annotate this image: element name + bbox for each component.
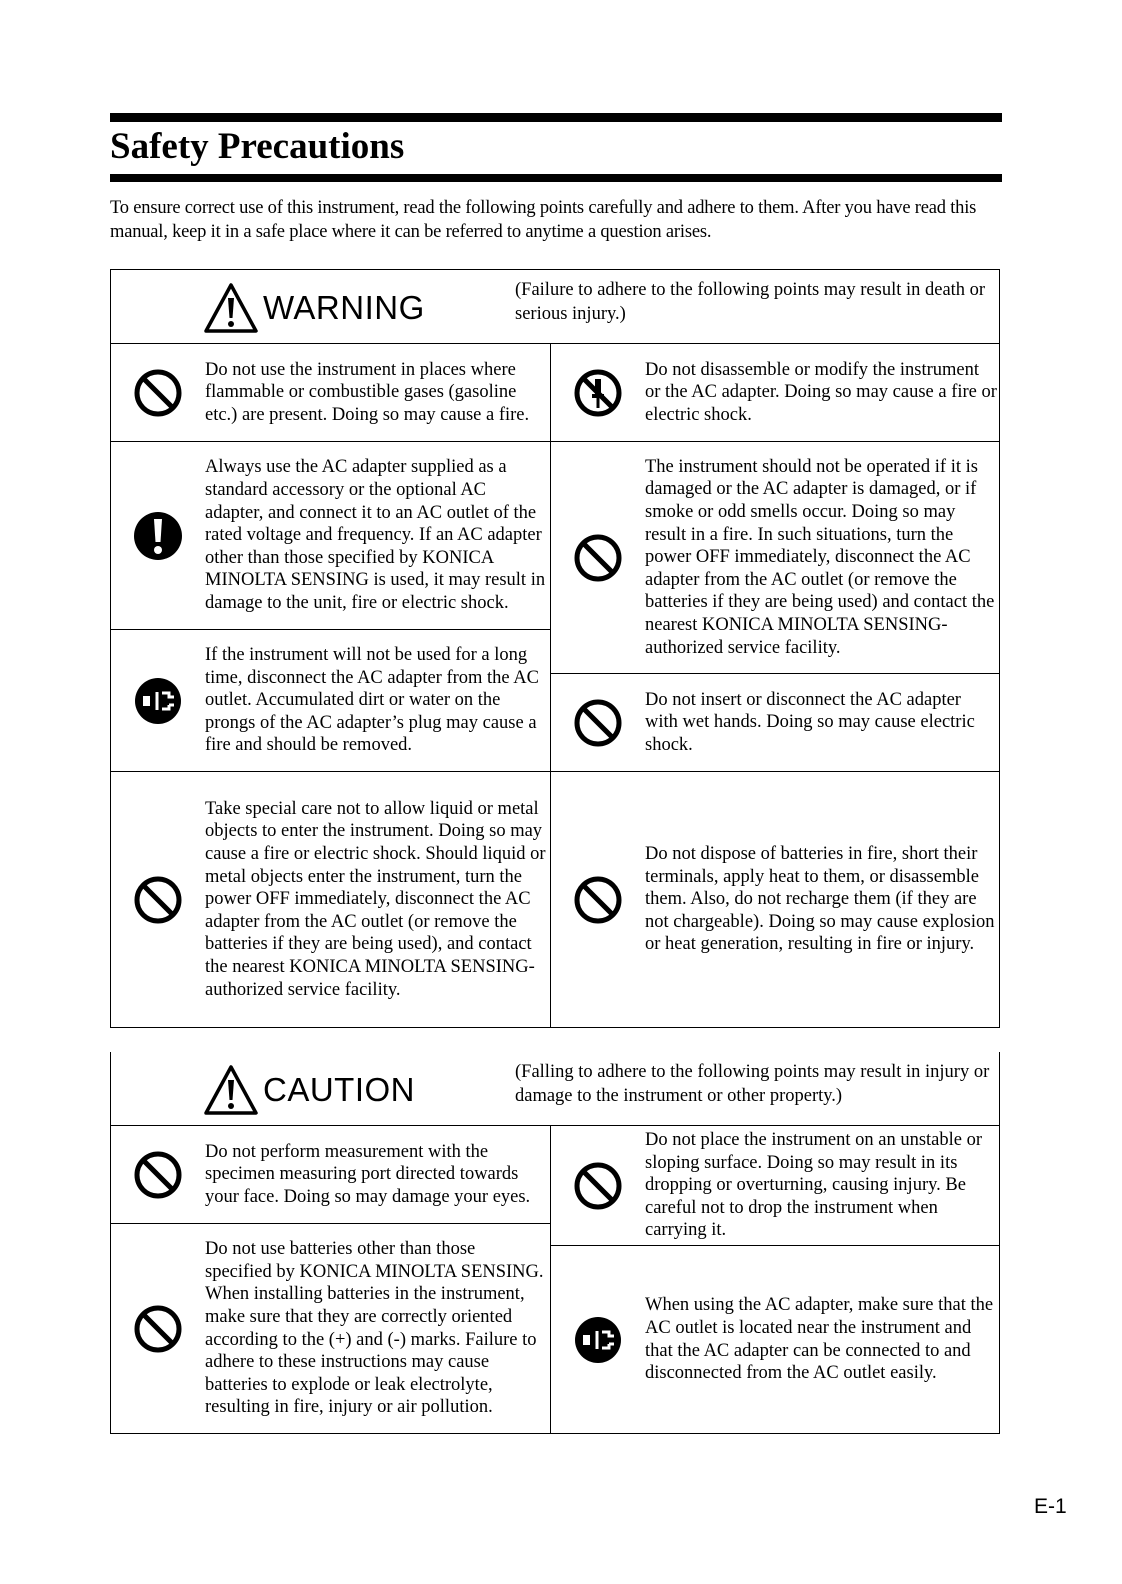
caution-table	[110, 1052, 1000, 1434]
intro-paragraph: To ensure correct use of this instrument, read the following points carefully and adhere to them. After you have read this manual, keep it in a safe place where it can be referred to anytime a question arises.	[110, 198, 977, 242]
warning-item: Always use the AC adapter supplied as a standard accessory or the optional AC adapter, and connect it to an AC outlet of the rated voltage and frequency. If an AC adapter other than those specified by KONICA MINOLTA SENSING is used, it may result in damage to the unit, fire or electric shock.	[111, 442, 551, 630]
caution-note: (Falling to adhere to the following points may result in injury or damage to the instrument or other property.)	[515, 1062, 990, 1106]
caution-triangle-icon	[203, 1064, 259, 1116]
prohibition-icon	[111, 1149, 205, 1201]
page-title: Safety Precautions	[110, 126, 405, 167]
caution-header	[111, 1052, 1000, 1126]
warning-item: The instrument should not be operated if it is damaged or the AC adapter is damaged, or if smoke or odd smells occur. Doing so may result in a fire. In such situations, turn the power OFF immediately, disconnect the AC adapter from the AC outlet (or remove the batteries if they are being used) and contact the nearest KONICA MINOLTA SENSING-authorized service facility.	[551, 442, 1000, 674]
prohibition-icon	[551, 1160, 645, 1212]
do-not-disassemble-icon	[551, 367, 645, 419]
page-number: E-1	[1034, 1495, 1067, 1518]
warning-item: Do not disassemble or modify the instrument or the AC adapter. Doing so may cause a fire or electric shock.	[551, 344, 1000, 442]
unplug-icon	[111, 676, 205, 726]
warning-item: Do not dispose of batteries in fire, short their terminals, apply heat to them, or disassemble them. Also, do not recharge them (if they are not chargeable). Doing so may cause explosion or heat generation, resulting in fire or injury.	[551, 772, 1000, 1028]
warning-triangle-icon	[203, 282, 259, 334]
warning-item: Do not use the instrument in places where flammable or combustible gases (gasoline etc.) are present. Doing so may cause a fire.	[111, 344, 551, 442]
unplug-icon	[551, 1315, 645, 1365]
prohibition-icon	[551, 697, 645, 749]
warning-item: Take special care not to allow liquid or metal objects to enter the instrument. Doing so may cause a fire or electric shock. Should liquid or metal objects enter the instrument, turn the power OFF immediately, disconnect the AC adapter from the AC outlet (or remove the batteries if they are being used), and contact the nearest KONICA MINOLTA SENSING-authorized service facility.	[111, 772, 551, 1028]
warning-item: If the instrument will not be used for a long time, disconnect the AC adapter from the AC outlet. Accumulated dirt or water on the prongs of the AC adapter’s plug may cause a fire and should be removed.	[111, 630, 551, 772]
prohibition-icon	[551, 874, 645, 926]
warning-table	[110, 269, 1000, 1028]
prohibition-icon	[111, 874, 205, 926]
caution-item: Do not place the instrument on an unstable or sloping surface. Doing so may result in its dropping or overturning, causing injury. Be careful not to drop the instrument when carrying it.	[551, 1126, 1000, 1246]
warning-label: WARNING	[263, 289, 425, 326]
caution-item: When using the AC adapter, make sure that the AC outlet is located near the instrument and that the AC adapter can be connected to and disconnected from the AC outlet easily.	[551, 1246, 1000, 1434]
prohibition-icon	[111, 1303, 205, 1355]
warning-note: (Failure to adhere to the following points may result in death or serious injury.)	[515, 280, 986, 324]
prohibition-icon	[551, 532, 645, 584]
caution-label: CAUTION	[263, 1071, 415, 1108]
warning-header	[111, 270, 1000, 344]
caution-item: Do not perform measurement with the specimen measuring port directed towards your face. Doing so may damage your eyes.	[111, 1126, 551, 1224]
title-underline-rule	[110, 174, 1002, 182]
warning-item: Do not insert or disconnect the AC adapter with wet hands. Doing so may cause electric shock.	[551, 674, 1000, 772]
prohibition-icon	[111, 367, 205, 419]
caution-item: Do not use batteries other than those specified by KONICA MINOLTA SENSING. When installing batteries in the instrument, make sure that they are correctly oriented according to the (+) and (-) marks. Failure to adhere to these instructions may cause batteries to explode or leak electrolyte, resulting in fire, injury or air pollution.	[111, 1224, 551, 1434]
mandatory-action-icon	[111, 510, 205, 562]
top-rule	[110, 113, 1002, 122]
